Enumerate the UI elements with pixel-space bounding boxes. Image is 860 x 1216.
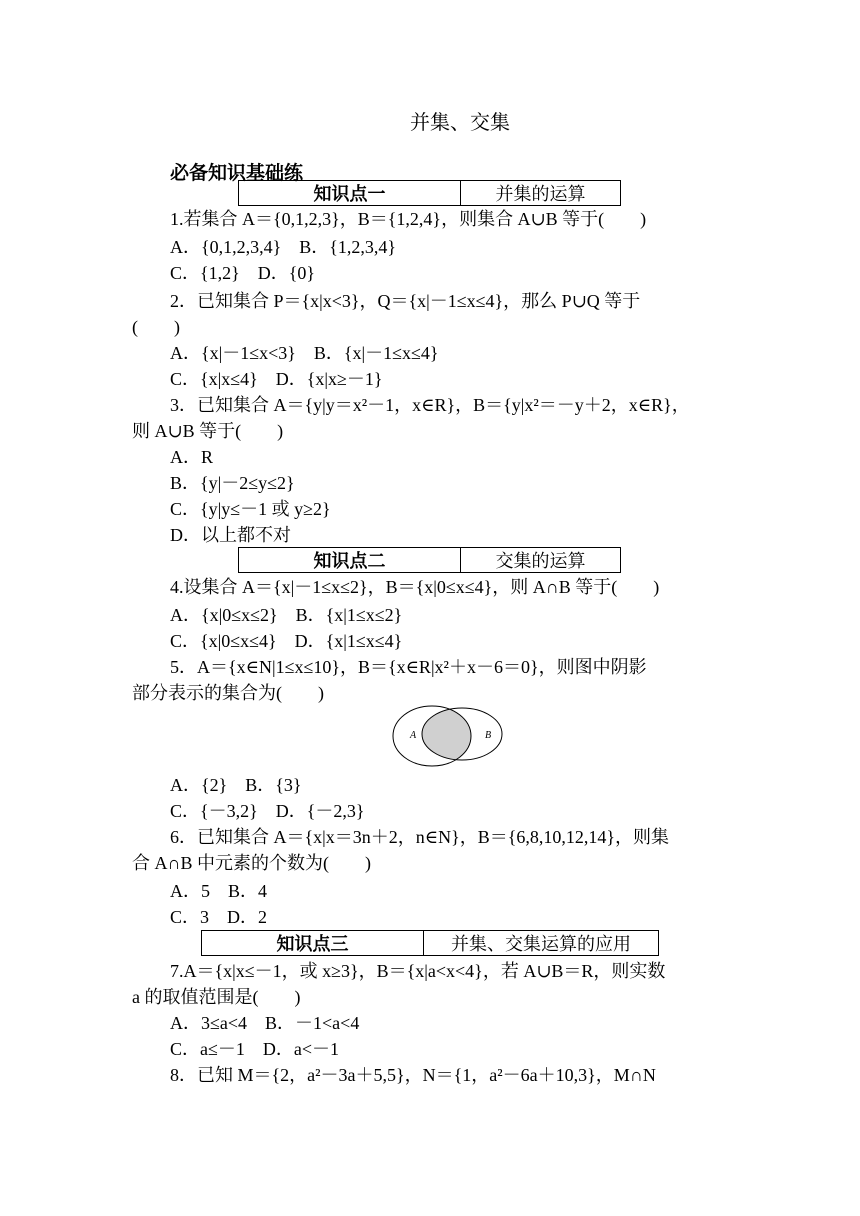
knowledge-box-3-label: 知识点三	[202, 931, 424, 955]
q7-options-cd: C．a≤－1 D．a<－1	[170, 1039, 340, 1059]
q3-option-a: A．R	[170, 447, 214, 467]
q1-stem: 1.若集合 A＝{0,1,2,3}，B＝{1,2,4}，则集合 A∪B 等于( )	[170, 209, 647, 229]
q6-stem-cont: 合 A∩B 中元素的个数为( )	[132, 853, 371, 873]
q2-stem-cont: ( )	[132, 317, 180, 337]
q3-option-b: B．{y|－2≤y≤2}	[170, 473, 295, 493]
q4-stem: 4.设集合 A＝{x|－1≤x≤2}，B＝{x|0≤x≤4}，则 A∩B 等于( )	[170, 577, 660, 597]
knowledge-box-3-topic: 并集、交集运算的应用	[451, 934, 631, 954]
knowledge-box-2-label: 知识点二	[239, 548, 461, 572]
q4-options-cd: C．{x|0≤x≤4} D．{x|1≤x≤4}	[170, 631, 403, 651]
q7-stem-cont: a 的取值范围是( )	[132, 987, 301, 1007]
section-heading: 必备知识基础练	[170, 163, 304, 184]
q2-options-ab: A．{x|－1≤x<3} B．{x|－1≤x≤4}	[170, 343, 439, 363]
q2-options-cd: C．{x|x≤4} D．{x|x≥－1}	[170, 369, 383, 389]
q5-options-ab: A．{2} B．{3}	[170, 775, 302, 795]
q6-options-cd: C．3 D．2	[170, 907, 268, 927]
knowledge-box-2	[238, 547, 621, 573]
q5-stem-cont: 部分表示的集合为( )	[132, 683, 324, 703]
page-title: 并集、交集	[410, 112, 510, 134]
q6-options-ab: A．5 B．4	[170, 881, 268, 901]
q2-stem: 2．已知集合 P＝{x|x<3}，Q＝{x|－1≤x≤4}，那么 P∪Q 等于	[170, 291, 641, 311]
q3-option-c: C．{y|y≤－1 或 y≥2}	[170, 499, 331, 519]
q3-stem-cont: 则 A∪B 等于( )	[132, 421, 284, 441]
knowledge-box-3	[201, 930, 659, 956]
knowledge-box-1-label: 知识点一	[239, 181, 461, 205]
venn-label-a: A	[410, 730, 417, 741]
q3-option-d: D．以上都不对	[170, 525, 291, 545]
q3-stem: 3．已知集合 A＝{y|y＝x²－1，x∈R}，B＝{y|x²＝－y＋2，x∈R}，	[170, 395, 690, 415]
knowledge-box-1	[238, 180, 621, 206]
knowledge-box-1-topic: 并集的运算	[495, 184, 586, 204]
q5-options-cd: C．{－3,2} D．{－2,3}	[170, 801, 365, 821]
q1-options-ab: A．{0,1,2,3,4} B．{1,2,3,4}	[170, 237, 397, 257]
q5-stem: 5．A＝{x∈N|1≤x≤10}，B＝{x∈R|x²＋x－6＝0}，则图中阴影	[170, 657, 647, 677]
knowledge-box-2-topic: 交集的运算	[495, 551, 586, 571]
q7-stem: 7.A＝{x|x≤－1，或 x≥3}，B＝{x|a<x<4}，若 A∪B＝R，则实数	[170, 961, 666, 981]
q6-stem: 6．已知集合 A＝{x|x＝3n＋2，n∈N}，B＝{6,8,10,12,14}，则集	[170, 827, 669, 847]
venn-diagram	[390, 704, 510, 770]
q4-options-ab: A．{x|0≤x≤2} B．{x|1≤x≤2}	[170, 605, 403, 625]
q1-options-cd: C．{1,2} D．{0}	[170, 263, 316, 283]
q8-stem: 8．已知 M＝{2，a²－3a＋5,5}，N＝{1，a²－6a＋10,3}，M∩N	[170, 1065, 656, 1085]
q7-options-ab: A．3≤a<4 B．－1<a<4	[170, 1013, 360, 1033]
venn-label-b: B	[485, 730, 492, 741]
